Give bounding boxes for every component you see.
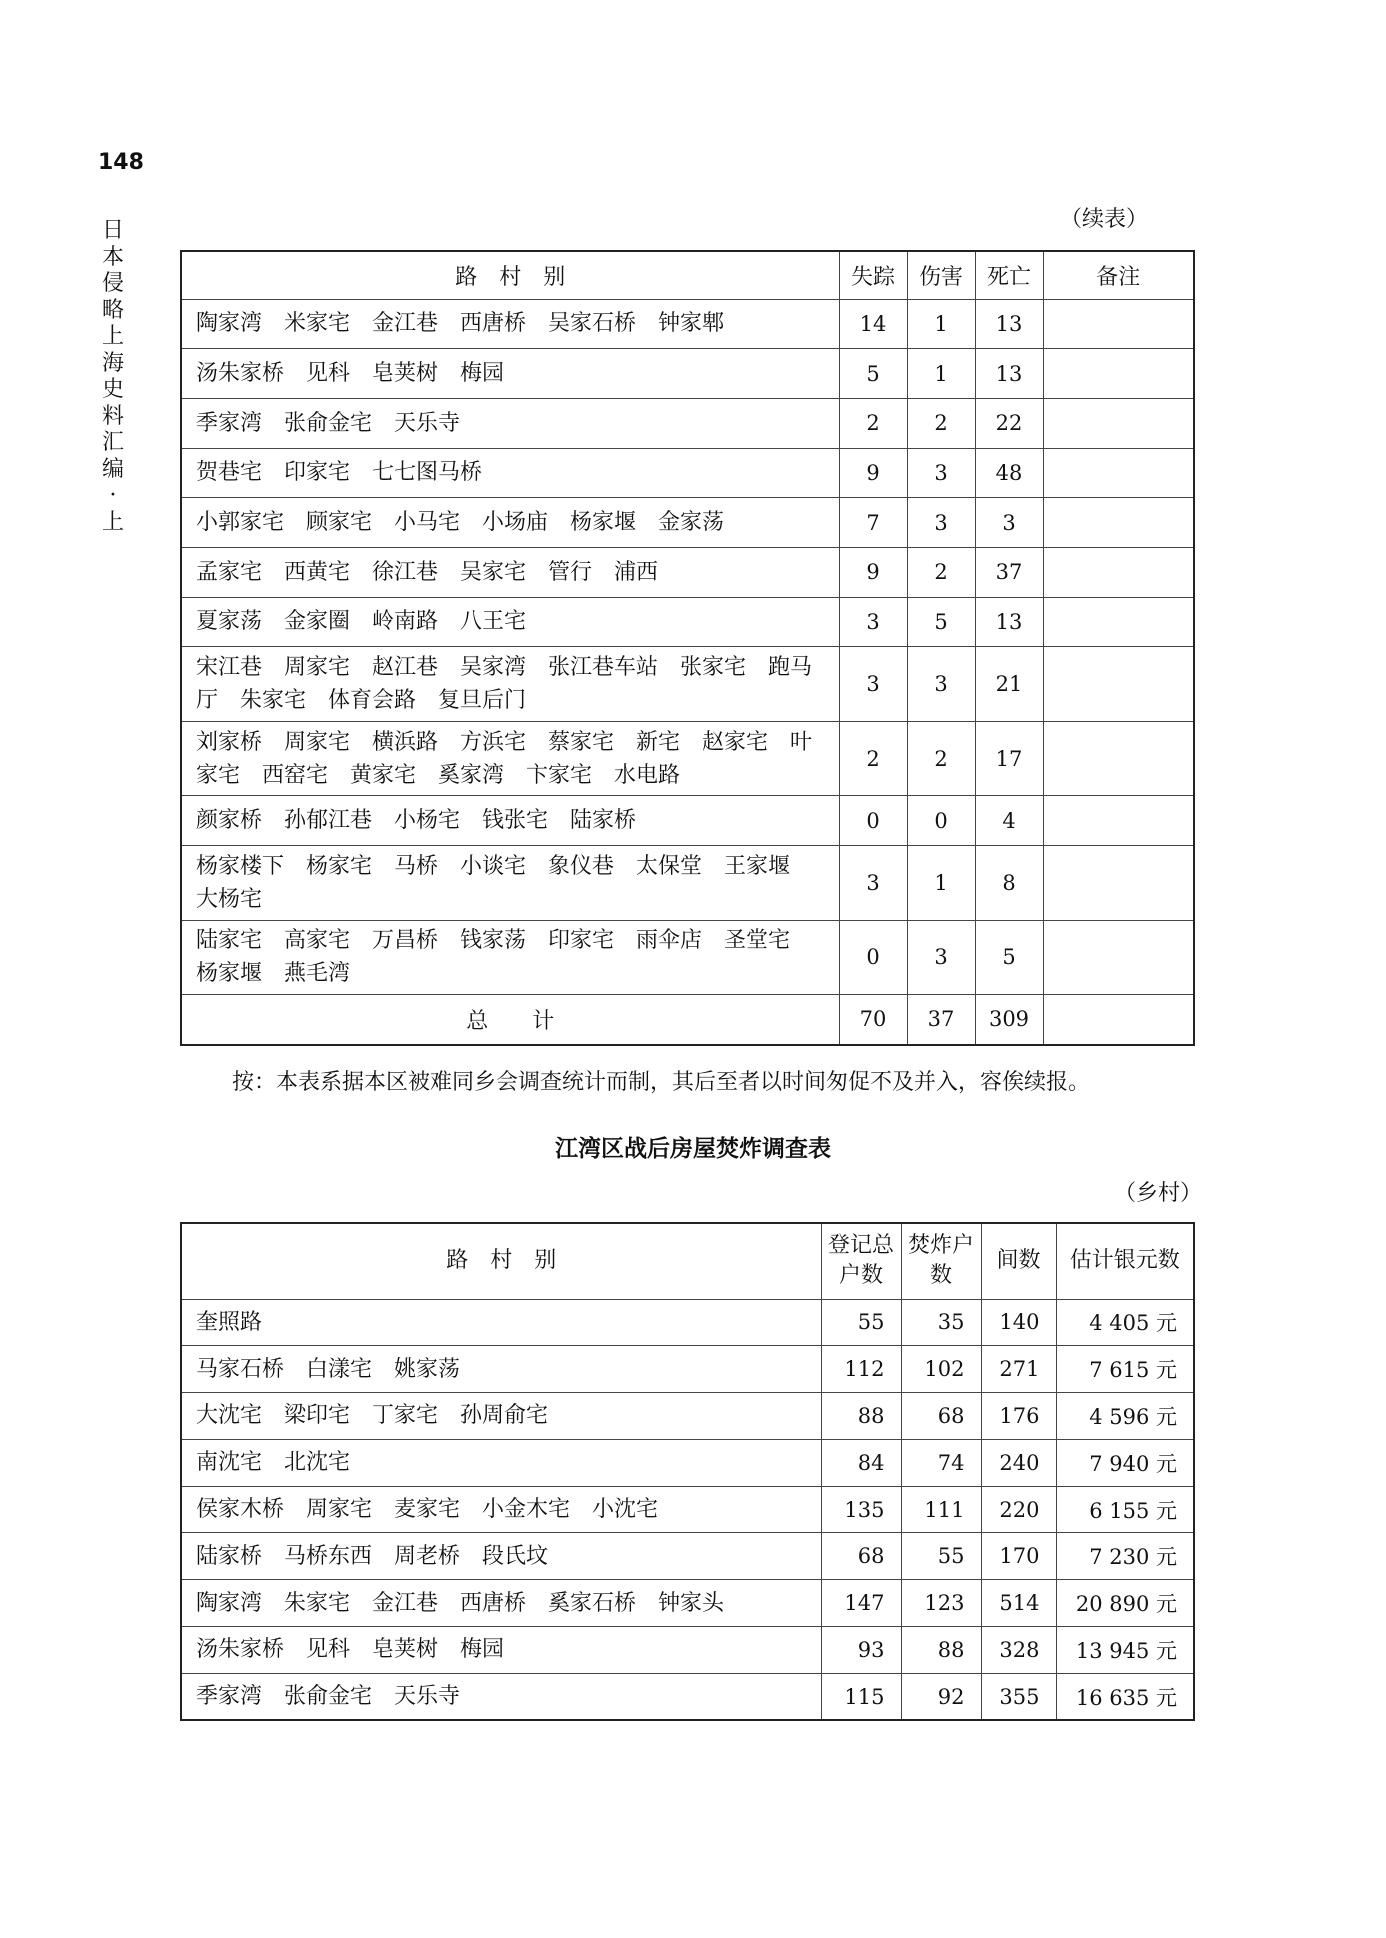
table-row [181,647,1194,722]
injured-cell: 2 [907,398,975,448]
remarks-cell [1043,796,1194,846]
injured-cell: 3 [907,448,975,498]
dead-cell: 22 [975,398,1043,448]
missing-cell: 7 [839,498,907,548]
place-cell: 颜家桥 孙郁江巷 小杨宅 钱张宅 陆家桥 [181,796,839,846]
burned-cell: 111 [901,1486,981,1533]
remarks-cell [1043,498,1194,548]
registered-cell: 115 [821,1673,901,1720]
value-cell: 4 405 元 [1056,1299,1194,1346]
missing-cell: 9 [839,448,907,498]
table-row [181,846,1194,921]
table-row [181,1299,1194,1346]
registered-cell: 135 [821,1486,901,1533]
place-cell: 汤朱家桥 见科 皂荚树 梅园 [181,1627,821,1674]
burned-cell: 92 [901,1673,981,1720]
registered-cell: 68 [821,1533,901,1580]
column-header-remarks: 备注 [1043,251,1194,299]
table-row [181,498,1194,548]
dead-cell: 13 [975,299,1043,349]
injured-cell: 3 [907,647,975,722]
missing-cell: 0 [839,796,907,846]
injured-cell: 5 [907,597,975,647]
total-remarks [1043,995,1194,1045]
table-row [181,1673,1194,1720]
table-row [181,796,1194,846]
remarks-cell [1043,299,1194,349]
rooms-cell: 170 [981,1533,1056,1580]
table-row [181,1346,1194,1393]
burned-cell: 88 [901,1627,981,1674]
missing-cell: 3 [839,846,907,921]
table-row [181,1439,1194,1486]
table-note: 按：本表系据本区被难同乡会调查统计而制，其后至者以时间匆促不及并入，容俟续报。 [232,1070,1091,1095]
injured-cell: 3 [907,920,975,995]
registered-cell: 55 [821,1299,901,1346]
burned-cell: 68 [901,1393,981,1440]
column-header-missing: 失踪 [839,251,907,299]
place-cell: 季家湾 张俞金宅 天乐寺 [181,1673,821,1720]
place-cell: 宋江巷 周家宅 赵江巷 吴家湾 张江巷车站 张家宅 跑马厅 朱家宅 体育会路 复旦后门 [181,647,839,722]
dead-cell: 3 [975,498,1043,548]
remarks-cell [1043,647,1194,722]
dead-cell: 13 [975,349,1043,399]
missing-cell: 3 [839,647,907,722]
injured-cell: 1 [907,349,975,399]
rooms-cell: 140 [981,1299,1056,1346]
burned-cell: 123 [901,1580,981,1627]
burned-cell: 102 [901,1346,981,1393]
total-label: 总 计 [181,995,839,1045]
table-row [181,547,1194,597]
value-cell: 6 155 元 [1056,1486,1194,1533]
value-cell: 16 635 元 [1056,1673,1194,1720]
registered-cell: 93 [821,1627,901,1674]
injured-cell: 0 [907,796,975,846]
total-injured: 37 [907,995,975,1045]
injured-cell: 1 [907,846,975,921]
place-cell: 马家石桥 白漾宅 姚家荡 [181,1346,821,1393]
casualty-table [180,250,1195,1046]
place-cell: 奎照路 [181,1299,821,1346]
dead-cell: 21 [975,647,1043,722]
table-row [181,721,1194,796]
remarks-cell [1043,349,1194,399]
housing-damage-table [180,1222,1195,1721]
place-cell: 陆家桥 马桥东西 周老桥 段氏坟 [181,1533,821,1580]
total-dead: 309 [975,995,1043,1045]
missing-cell: 14 [839,299,907,349]
place-cell: 陶家湾 米家宅 金江巷 西唐桥 吴家石桥 钟家郫 [181,299,839,349]
running-title: 日本侵略上海史料汇编·上 [101,218,124,535]
column-header-registered: 登记总户数 [821,1223,901,1299]
place-cell: 大沈宅 梁印宅 丁家宅 孙周俞宅 [181,1393,821,1440]
rooms-cell: 271 [981,1346,1056,1393]
dead-cell: 37 [975,547,1043,597]
rooms-cell: 240 [981,1439,1056,1486]
value-cell: 13 945 元 [1056,1627,1194,1674]
missing-cell: 3 [839,597,907,647]
place-cell: 季家湾 张俞金宅 天乐寺 [181,398,839,448]
burned-cell: 35 [901,1299,981,1346]
column-header-dead: 死亡 [975,251,1043,299]
place-cell: 汤朱家桥 见科 皂荚树 梅园 [181,349,839,399]
table-row [181,1580,1194,1627]
place-cell: 贺巷宅 印家宅 七七图马桥 [181,448,839,498]
injured-cell: 2 [907,547,975,597]
place-cell: 刘家桥 周家宅 横浜路 方浜宅 蔡家宅 新宅 赵家宅 叶家宅 西窑宅 黄家宅 奚家湾 卞家宅 水电路 [181,721,839,796]
place-cell: 南沈宅 北沈宅 [181,1439,821,1486]
table-title: 江湾区战后房屋焚炸调查表 [555,1136,831,1162]
remarks-cell [1043,398,1194,448]
remarks-cell [1043,920,1194,995]
missing-cell: 2 [839,721,907,796]
table-row [181,1393,1194,1440]
dead-cell: 17 [975,721,1043,796]
column-header-burned: 焚炸户数 [901,1223,981,1299]
missing-cell: 0 [839,920,907,995]
table-row [181,597,1194,647]
dead-cell: 48 [975,448,1043,498]
remarks-cell [1043,547,1194,597]
registered-cell: 84 [821,1439,901,1486]
total-row [181,995,1194,1045]
table-row [181,1486,1194,1533]
remarks-cell [1043,597,1194,647]
value-cell: 7 230 元 [1056,1533,1194,1580]
place-cell: 夏家荡 金家圈 岭南路 八王宅 [181,597,839,647]
registered-cell: 88 [821,1393,901,1440]
table-row [181,1533,1194,1580]
rooms-cell: 514 [981,1580,1056,1627]
remarks-cell [1043,448,1194,498]
table-header-row [181,1223,1194,1299]
column-header-place: 路 村 别 [181,251,839,299]
injured-cell: 3 [907,498,975,548]
value-cell: 7 615 元 [1056,1346,1194,1393]
dead-cell: 4 [975,796,1043,846]
table-row [181,1627,1194,1674]
value-cell: 4 596 元 [1056,1393,1194,1440]
place-cell: 侯家木桥 周家宅 麦家宅 小金木宅 小沈宅 [181,1486,821,1533]
column-header-place: 路 村 别 [181,1223,821,1299]
place-cell: 陆家宅 高家宅 万昌桥 钱家荡 印家宅 雨伞店 圣堂宅 杨家堰 燕毛湾 [181,920,839,995]
missing-cell: 9 [839,547,907,597]
column-header-rooms: 间数 [981,1223,1056,1299]
table-header-row [181,251,1194,299]
page-number: 148 [98,150,144,175]
table-row [181,920,1194,995]
rooms-cell: 355 [981,1673,1056,1720]
injured-cell: 1 [907,299,975,349]
burned-cell: 55 [901,1533,981,1580]
value-cell: 20 890 元 [1056,1580,1194,1627]
dead-cell: 13 [975,597,1043,647]
missing-cell: 5 [839,349,907,399]
rooms-cell: 220 [981,1486,1056,1533]
injured-cell: 2 [907,721,975,796]
column-header-value: 估计银元数 [1056,1223,1194,1299]
registered-cell: 112 [821,1346,901,1393]
dead-cell: 5 [975,920,1043,995]
place-cell: 小郭家宅 顾家宅 小马宅 小场庙 杨家堰 金家荡 [181,498,839,548]
registered-cell: 147 [821,1580,901,1627]
column-header-injured: 伤害 [907,251,975,299]
place-cell: 陶家湾 朱家宅 金江巷 西唐桥 奚家石桥 钟家头 [181,1580,821,1627]
continued-label: （续表） [1060,207,1149,232]
value-cell: 7 940 元 [1056,1439,1194,1486]
region-label: （乡村） [1114,1181,1203,1206]
table-row [181,349,1194,399]
total-missing: 70 [839,995,907,1045]
remarks-cell [1043,721,1194,796]
place-cell: 杨家楼下 杨家宅 马桥 小谈宅 象仪巷 太保堂 王家堰 大杨宅 [181,846,839,921]
rooms-cell: 328 [981,1627,1056,1674]
place-cell: 孟家宅 西黄宅 徐江巷 吴家宅 管行 浦西 [181,547,839,597]
rooms-cell: 176 [981,1393,1056,1440]
table-row [181,299,1194,349]
missing-cell: 2 [839,398,907,448]
burned-cell: 74 [901,1439,981,1486]
dead-cell: 8 [975,846,1043,921]
table-row [181,448,1194,498]
table-row [181,398,1194,448]
remarks-cell [1043,846,1194,921]
